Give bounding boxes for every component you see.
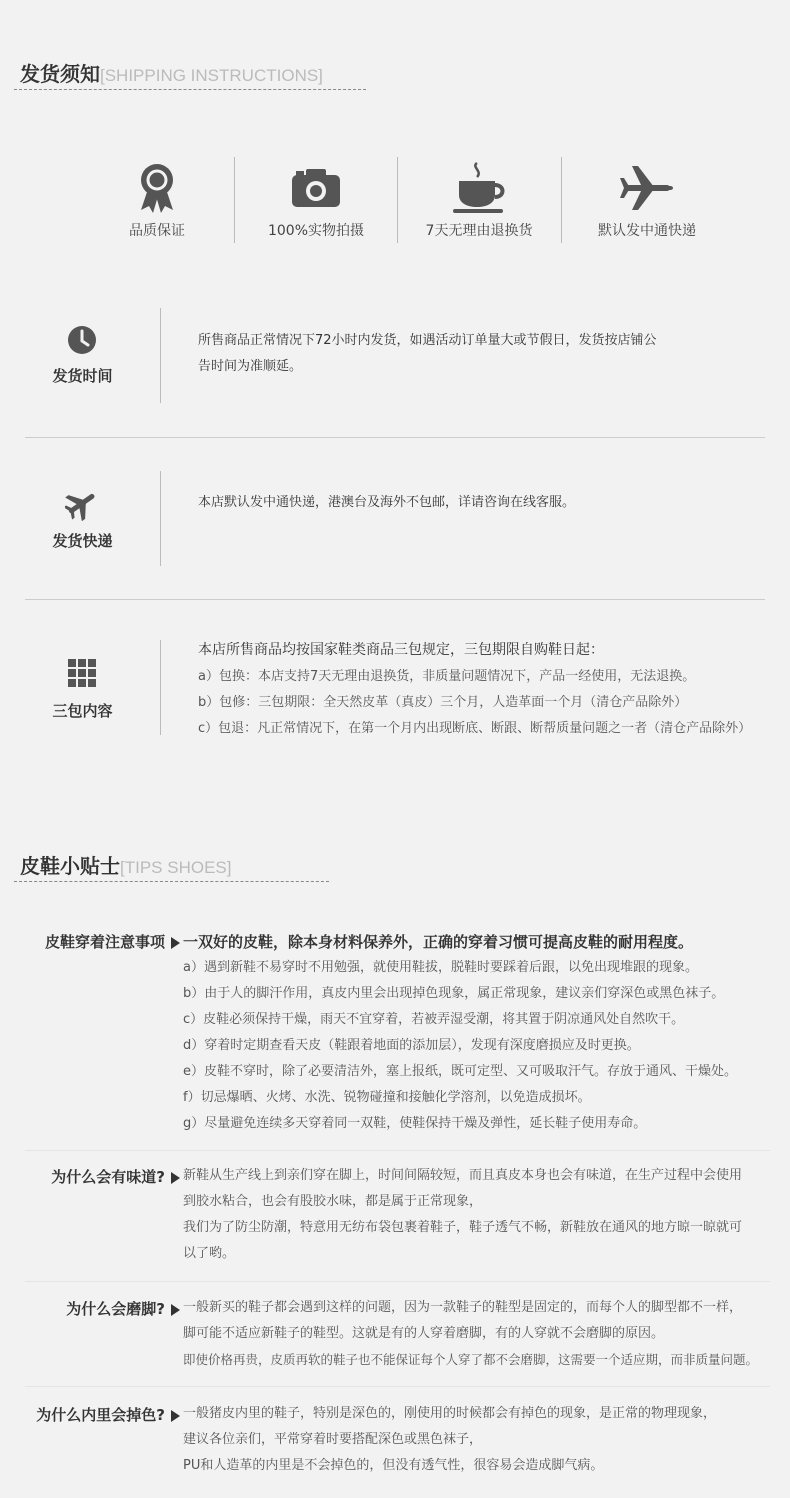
play-arrow-icon	[171, 1172, 180, 1184]
text-line: 脚可能不适应新鞋子的鞋型。这就是有的人穿着磨脚，有的人穿就不会磨脚的原因。	[183, 1326, 665, 1341]
courier-text	[198, 490, 575, 516]
warranty-heading: 本店所售商品均按国家鞋类商品三包规定，三包期限自购鞋日起：	[198, 642, 604, 658]
airplane-icon	[566, 160, 728, 215]
list-item: e）皮鞋不穿时，除了必要清洁外，塞上报纸，既可定型、又可吸取汗气。存放于通风、干燥处。	[183, 1064, 737, 1079]
text-line: b）包修：三包期限：全天然皮革（真皮）三个月，人造革面一个月（清仓产品除外）	[198, 695, 688, 710]
section-divider	[25, 437, 765, 438]
feature-shipping	[566, 150, 728, 250]
feature-label: 7天无理由退换货	[425, 223, 533, 239]
section-divider	[25, 1386, 770, 1387]
text-line: 本店默认发中通快递，港澳台及海外不包邮，详请咨询在线客服。	[198, 495, 576, 510]
text-line: a）包换：本店支持7天无理由退换货，非质量问题情况下，产品一经使用，无法退换。	[198, 669, 696, 684]
text-line: 所售商品正常情况下72小时内发货，如遇活动订单量大或节假日，发货按店铺公	[198, 333, 657, 348]
feature-label: 100%实物拍摄	[267, 223, 365, 239]
tip-label-wearing	[45, 931, 180, 952]
tips-section-title	[20, 850, 231, 879]
list-item: d）穿着时定期查看天皮（鞋跟着地面的添加层），发现有深度磨损应及时更换。	[183, 1038, 640, 1053]
list-item: b）由于人的脚汗作用，真皮内里会出现掉色现象，属正常现象，建议亲们穿深色或黑色袜子。	[183, 986, 725, 1001]
tip-label-text: 为什么内里会掉色?	[36, 1406, 165, 1424]
tip-lead-text: 一双好的皮鞋，除本身材料保养外，正确的穿着习惯可提高皮鞋的耐用程度。	[183, 933, 694, 951]
tip-label-text: 为什么会磨脚?	[66, 1300, 165, 1318]
text-line: c）包退：凡正常情况下，在第一个月内出现断底、断跟、断帮质量问题之一者（清仓产品除外）	[198, 721, 752, 736]
divider	[160, 640, 161, 735]
title-underline	[14, 881, 329, 882]
section-divider	[25, 1281, 770, 1282]
tip-text-fading	[183, 1401, 716, 1479]
list-item: a）遇到新鞋不易穿时不用勉强，就使用鞋拔，脱鞋时要踩着后跟，以免出现堆跟的现象。	[183, 960, 698, 975]
clock-icon	[60, 322, 104, 358]
block-label-shipping-time: 发货时间	[52, 367, 113, 385]
camera-icon	[235, 160, 397, 215]
divider	[160, 471, 161, 566]
divider	[561, 157, 562, 243]
block-label-warranty: 三包内容	[52, 702, 113, 720]
tip-text-rubbing	[183, 1295, 758, 1373]
block-label-courier: 发货快递	[52, 532, 113, 550]
text-line: 一般新买的鞋子都会遇到这样的问题，因为一款鞋子的鞋型是固定的，而每个人的脚型都不一样，	[183, 1300, 743, 1315]
feature-returns	[398, 150, 560, 250]
list-item: f）切忌爆晒、火烤、水洗、锐物碰撞和接触化学溶剂，以免造成损坏。	[183, 1090, 591, 1105]
text-line: 新鞋从生产线上到亲们穿在脚上，时间间隔较短，而且真皮本身也会有味道，在生产过程中会使用	[183, 1168, 743, 1183]
feature-label: 默认发中通快递	[598, 223, 696, 239]
warranty-items	[198, 664, 751, 742]
list-item: g）尽量避免连续多天穿着同一双鞋，使鞋保持干燥及弹性，延长鞋子使用寿命。	[183, 1116, 647, 1131]
feature-quality	[76, 150, 238, 250]
text-line: 我们为了防尘防潮，特意用无纺布袋包裹着鞋子，鞋子透气不畅，新鞋放在通风的地方晾一晾就可	[183, 1220, 743, 1235]
list-item: c）皮鞋必须保持干燥，雨天不宜穿着，若被弄湿受潮，将其置于阴凉通风处自然吹干。	[183, 1012, 685, 1027]
airplane-icon	[60, 486, 104, 522]
shipping-subtitle: [SHIPPING INSTRUCTIONS]	[100, 66, 323, 85]
tip-list-wearing	[183, 955, 737, 1137]
shipping-time-text	[198, 328, 657, 380]
divider	[160, 308, 161, 403]
tip-label-rubbing	[66, 1298, 180, 1319]
tips-subtitle: [TIPS SHOES]	[120, 858, 232, 877]
text-line: 以了哟。	[183, 1246, 236, 1261]
feature-label: 品质保证	[129, 223, 185, 239]
tip-text-smell	[183, 1163, 742, 1267]
feature-photos	[235, 150, 397, 250]
text-line: PU和人造革的内里是不会掉色的，但没有透气性，很容易会造成脚气病。	[183, 1458, 604, 1473]
tip-label-fading	[36, 1404, 180, 1425]
section-divider	[25, 599, 765, 600]
play-arrow-icon	[171, 1410, 180, 1422]
shipping-title: 发货须知	[20, 62, 100, 86]
play-arrow-icon	[171, 1304, 180, 1316]
grid-icon	[60, 655, 104, 691]
tips-title: 皮鞋小贴士	[20, 854, 120, 878]
text-line: 即使价格再贵，皮质再软的鞋子也不能保证每个人穿了都不会磨脚，这需要一个适应期，而非质量问题。	[183, 1352, 759, 1367]
coffee-cup-icon	[398, 160, 560, 215]
section-divider	[25, 1150, 770, 1151]
text-line: 告时间为准顺延。	[198, 359, 303, 374]
shipping-section-title	[20, 58, 323, 87]
title-underline	[14, 89, 366, 90]
tip-label-smell	[51, 1166, 180, 1187]
award-ribbon-icon	[76, 160, 238, 215]
text-line: 一般猪皮内里的鞋子，特别是深色的，刚使用的时候都会有掉色的现象，是正常的物理现象，	[183, 1406, 717, 1421]
play-arrow-icon	[171, 937, 180, 949]
tip-label-text: 为什么会有味道?	[51, 1168, 165, 1186]
text-line: 到胶水粘合，也会有股胶水味，都是属于正常现象，	[183, 1194, 483, 1209]
text-line: 建议各位亲们，平常穿着时要搭配深色或黑色袜子，	[183, 1432, 483, 1447]
tip-label-text: 皮鞋穿着注意事项	[44, 933, 165, 951]
